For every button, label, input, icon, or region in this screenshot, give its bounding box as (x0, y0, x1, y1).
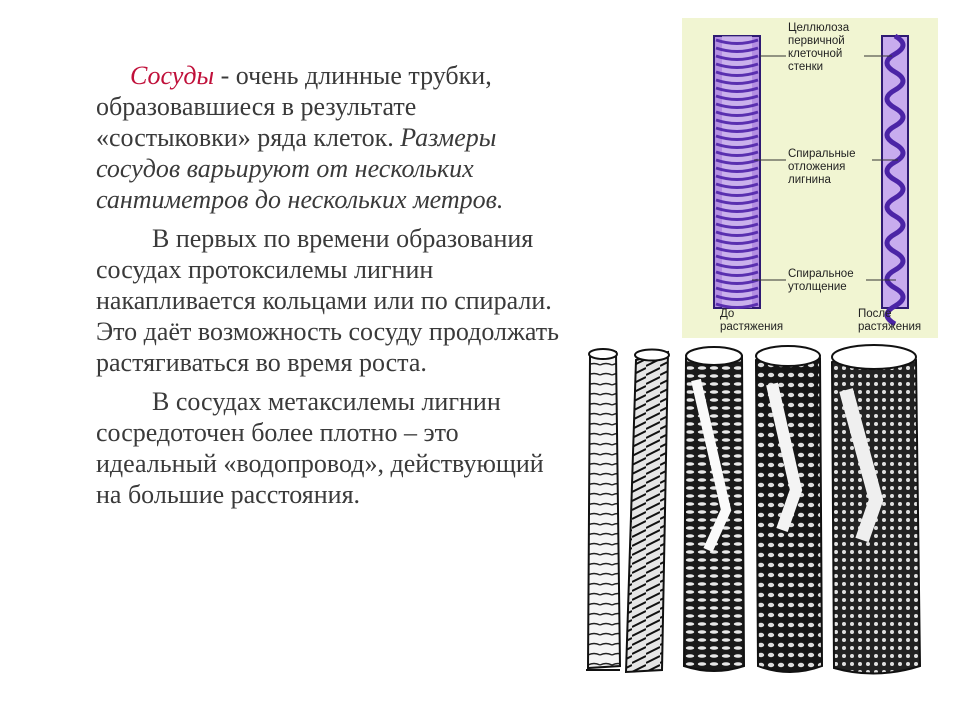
xylem-vessels-drawing (576, 340, 944, 680)
definition-text: - очень длинные трубки, образовавшиеся в результате «состыковки» ряда клеток. (96, 61, 492, 152)
label-spiral-lignin: Спиральные отложения лигнина (788, 148, 856, 186)
paragraph-vessels-definition (96, 60, 566, 215)
slide-text (96, 60, 566, 518)
metaxylem-text: В сосудах метаксилемы лигнин сосредоточен более плотно – это идеальный «водопровод», действующий на большие расстояния. (96, 387, 544, 509)
vessel-pitted (832, 345, 920, 674)
vessel-annular (586, 349, 620, 670)
paragraph-protoxylem (96, 223, 566, 378)
label-spiral-thickening: Спиральное утолщение (788, 268, 854, 293)
term-vessels: Сосуды (130, 61, 215, 90)
vessel-scalariform (684, 347, 744, 671)
vessel-reticulate (756, 346, 822, 672)
label-before-stretching: До растяжения (720, 308, 784, 333)
paragraph-metaxylem (96, 386, 566, 510)
size-range-text: Размеры сосудов варьируют от нескольких сантиметров до нескольких метров. (96, 123, 504, 214)
label-after-stretching: После растяжения (858, 308, 922, 333)
xylem-vessels-illustration (576, 340, 944, 680)
vessel-spiral (626, 350, 669, 673)
vessel-stretching-diagram (682, 18, 938, 338)
label-cellulose-wall: Целлюлоза первичной клеточной стенки (788, 22, 850, 73)
protoxylem-text: В первых по времени образования сосудах протоксилемы лигнин накапливается кольцами или по спирали. Это даёт возможность сосуду продолжать растягиваться во время роста. (96, 224, 559, 377)
